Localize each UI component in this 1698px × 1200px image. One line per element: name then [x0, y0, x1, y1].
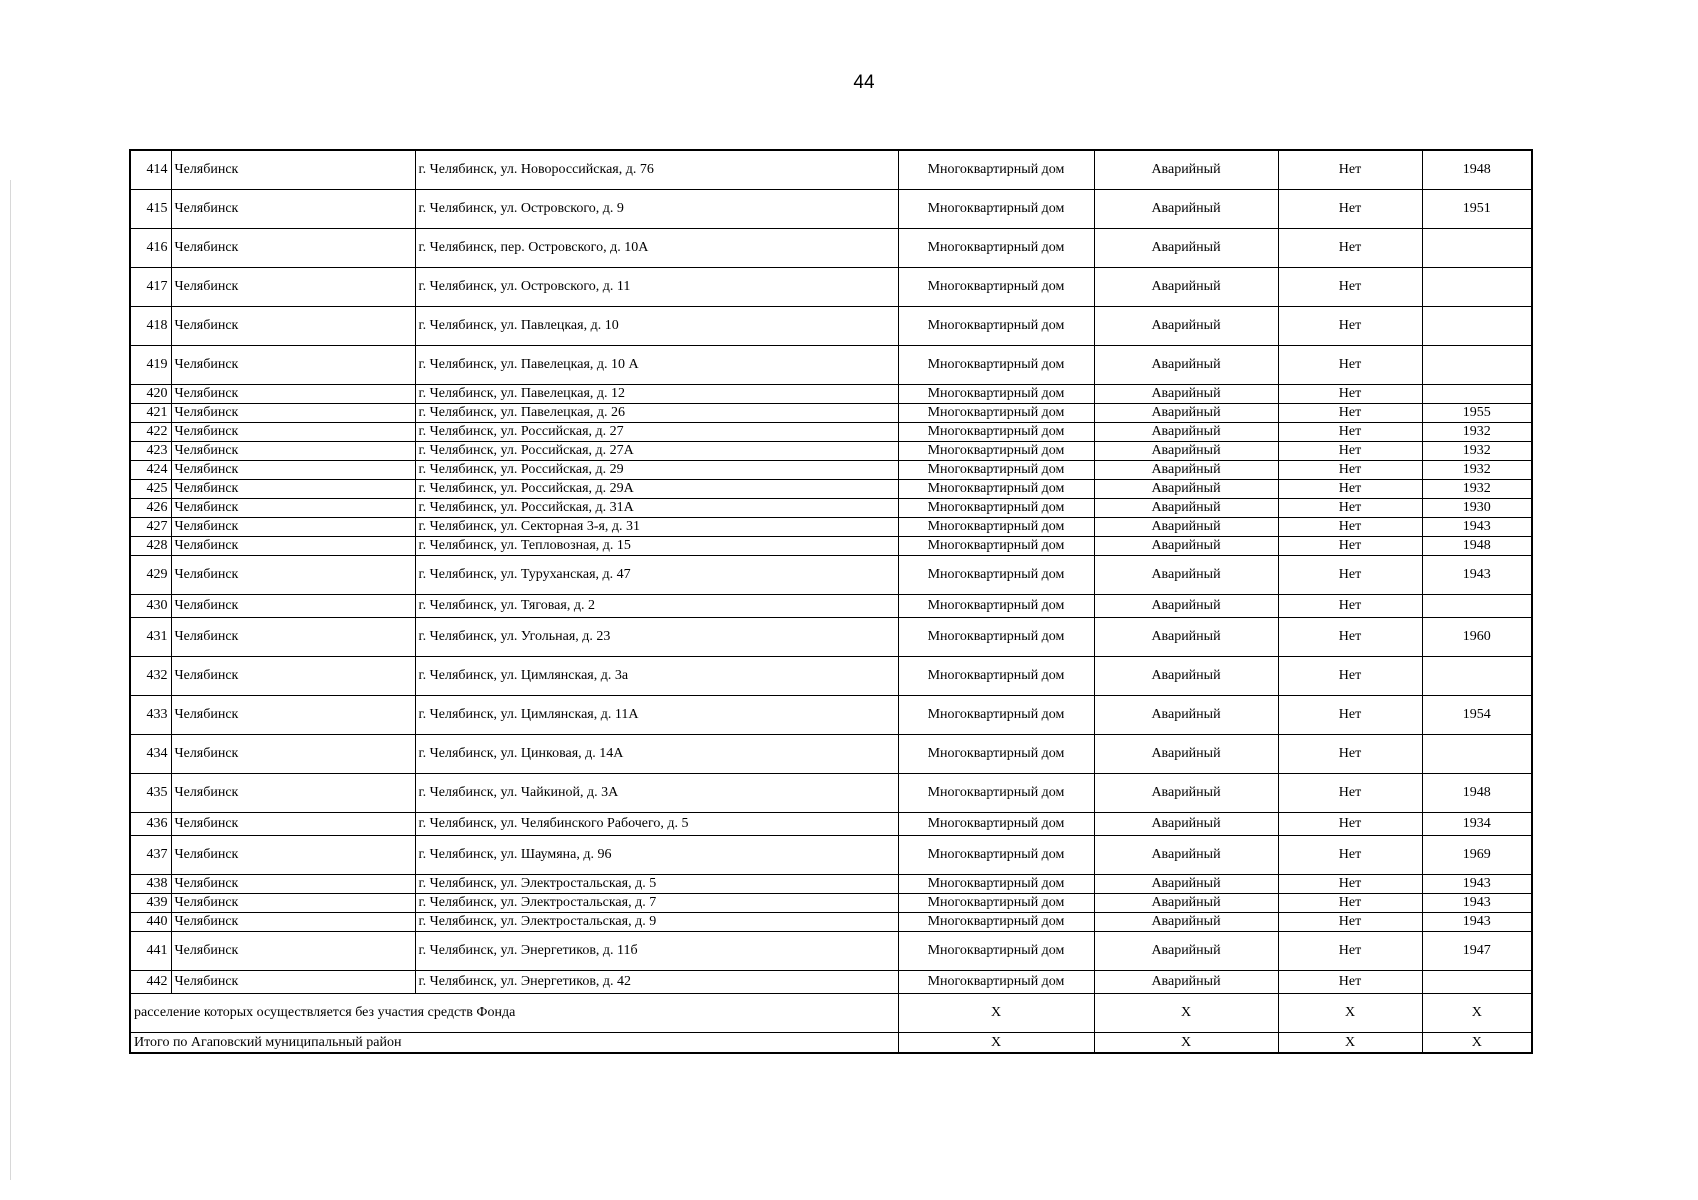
- flag-cell: Нет: [1278, 150, 1422, 190]
- summary-value-cell: Х: [1094, 994, 1278, 1033]
- building-type-cell: Многоквартирный дом: [898, 385, 1094, 404]
- year-cell: 1948: [1422, 774, 1532, 813]
- table-row: [130, 875, 1532, 894]
- flag-cell: Нет: [1278, 190, 1422, 229]
- flag-cell: Нет: [1278, 875, 1422, 894]
- city-cell: Челябинск: [171, 932, 415, 971]
- building-type-cell: Многоквартирный дом: [898, 774, 1094, 813]
- row-number: 424: [130, 461, 171, 480]
- row-number: 429: [130, 556, 171, 595]
- city-cell: Челябинск: [171, 499, 415, 518]
- address-cell: г. Челябинск, ул. Павелецкая, д. 26: [415, 404, 898, 423]
- address-cell: г. Челябинск, ул. Цимлянская, д. 11А: [415, 696, 898, 735]
- condition-status-cell: Аварийный: [1094, 229, 1278, 268]
- building-type-cell: Многоквартирный дом: [898, 537, 1094, 556]
- address-cell: г. Челябинск, ул. Цинковая, д. 14А: [415, 735, 898, 774]
- flag-cell: Нет: [1278, 461, 1422, 480]
- year-cell: 1943: [1422, 894, 1532, 913]
- address-cell: г. Челябинск, ул. Тепловозная, д. 15: [415, 537, 898, 556]
- row-number: 428: [130, 537, 171, 556]
- flag-cell: Нет: [1278, 537, 1422, 556]
- city-cell: Челябинск: [171, 774, 415, 813]
- table-row: [130, 595, 1532, 618]
- condition-status-cell: Аварийный: [1094, 423, 1278, 442]
- city-cell: Челябинск: [171, 657, 415, 696]
- city-cell: Челябинск: [171, 423, 415, 442]
- year-cell: [1422, 657, 1532, 696]
- flag-cell: Нет: [1278, 307, 1422, 346]
- year-cell: [1422, 595, 1532, 618]
- address-cell: г. Челябинск, ул. Энергетиков, д. 42: [415, 971, 898, 994]
- building-type-cell: Многоквартирный дом: [898, 461, 1094, 480]
- table-row: [130, 346, 1532, 385]
- row-number: 418: [130, 307, 171, 346]
- condition-status-cell: Аварийный: [1094, 556, 1278, 595]
- condition-status-cell: Аварийный: [1094, 190, 1278, 229]
- building-type-cell: Многоквартирный дом: [898, 518, 1094, 537]
- row-number: 417: [130, 268, 171, 307]
- row-number: 430: [130, 595, 171, 618]
- scan-edge-line: [10, 180, 11, 1180]
- table-row: [130, 423, 1532, 442]
- year-cell: 1960: [1422, 618, 1532, 657]
- city-cell: Челябинск: [171, 480, 415, 499]
- city-cell: Челябинск: [171, 875, 415, 894]
- city-cell: Челябинск: [171, 268, 415, 307]
- row-number: 422: [130, 423, 171, 442]
- building-type-cell: Многоквартирный дом: [898, 499, 1094, 518]
- building-type-cell: Многоквартирный дом: [898, 894, 1094, 913]
- condition-status-cell: Аварийный: [1094, 971, 1278, 994]
- table-row: [130, 268, 1532, 307]
- condition-status-cell: Аварийный: [1094, 268, 1278, 307]
- address-cell: г. Челябинск, ул. Тяговая, д. 2: [415, 595, 898, 618]
- year-cell: 1932: [1422, 461, 1532, 480]
- city-cell: Челябинск: [171, 894, 415, 913]
- address-cell: г. Челябинск, ул. Павелецкая, д. 12: [415, 385, 898, 404]
- condition-status-cell: Аварийный: [1094, 836, 1278, 875]
- address-cell: г. Челябинск, ул. Энергетиков, д. 11б: [415, 932, 898, 971]
- address-cell: г. Челябинск, ул. Островского, д. 11: [415, 268, 898, 307]
- condition-status-cell: Аварийный: [1094, 875, 1278, 894]
- year-cell: 1969: [1422, 836, 1532, 875]
- year-cell: 1951: [1422, 190, 1532, 229]
- city-cell: Челябинск: [171, 518, 415, 537]
- year-cell: [1422, 307, 1532, 346]
- condition-status-cell: Аварийный: [1094, 480, 1278, 499]
- table-row: [130, 894, 1532, 913]
- table-body: [130, 150, 1532, 1053]
- table-row: [130, 836, 1532, 875]
- table-row: [130, 932, 1532, 971]
- address-cell: г. Челябинск, ул. Новороссийская, д. 76: [415, 150, 898, 190]
- year-cell: 1948: [1422, 150, 1532, 190]
- year-cell: [1422, 346, 1532, 385]
- condition-status-cell: Аварийный: [1094, 932, 1278, 971]
- building-type-cell: Многоквартирный дом: [898, 229, 1094, 268]
- address-cell: г. Челябинск, ул. Российская, д. 29: [415, 461, 898, 480]
- condition-status-cell: Аварийный: [1094, 518, 1278, 537]
- building-type-cell: Многоквартирный дом: [898, 696, 1094, 735]
- summary-value-cell: Х: [1278, 994, 1422, 1033]
- year-cell: 1954: [1422, 696, 1532, 735]
- city-cell: Челябинск: [171, 442, 415, 461]
- building-type-cell: Многоквартирный дом: [898, 971, 1094, 994]
- flag-cell: Нет: [1278, 556, 1422, 595]
- row-number: 423: [130, 442, 171, 461]
- year-cell: [1422, 971, 1532, 994]
- condition-status-cell: Аварийный: [1094, 696, 1278, 735]
- row-number: 431: [130, 618, 171, 657]
- flag-cell: Нет: [1278, 518, 1422, 537]
- building-type-cell: Многоквартирный дом: [898, 875, 1094, 894]
- year-cell: 1943: [1422, 518, 1532, 537]
- city-cell: Челябинск: [171, 229, 415, 268]
- condition-status-cell: Аварийный: [1094, 774, 1278, 813]
- address-cell: г. Челябинск, ул. Павелецкая, д. 10 А: [415, 346, 898, 385]
- condition-status-cell: Аварийный: [1094, 461, 1278, 480]
- city-cell: Челябинск: [171, 836, 415, 875]
- address-cell: г. Челябинск, ул. Секторная 3-я, д. 31: [415, 518, 898, 537]
- table-row: [130, 774, 1532, 813]
- flag-cell: Нет: [1278, 657, 1422, 696]
- flag-cell: Нет: [1278, 836, 1422, 875]
- address-cell: г. Челябинск, ул. Челябинского Рабочего, д. 5: [415, 813, 898, 836]
- address-cell: г. Челябинск, ул. Цимлянская, д. 3а: [415, 657, 898, 696]
- flag-cell: Нет: [1278, 404, 1422, 423]
- year-cell: 1943: [1422, 913, 1532, 932]
- flag-cell: Нет: [1278, 423, 1422, 442]
- year-cell: 1932: [1422, 423, 1532, 442]
- row-number: 435: [130, 774, 171, 813]
- year-cell: 1930: [1422, 499, 1532, 518]
- summary-row: [130, 994, 1532, 1033]
- building-type-cell: Многоквартирный дом: [898, 657, 1094, 696]
- address-cell: г. Челябинск, ул. Электростальская, д. 5: [415, 875, 898, 894]
- flag-cell: Нет: [1278, 735, 1422, 774]
- condition-status-cell: Аварийный: [1094, 894, 1278, 913]
- table-row: [130, 618, 1532, 657]
- flag-cell: Нет: [1278, 229, 1422, 268]
- year-cell: 1943: [1422, 556, 1532, 595]
- condition-status-cell: Аварийный: [1094, 913, 1278, 932]
- address-cell: г. Челябинск, ул. Российская, д. 27: [415, 423, 898, 442]
- flag-cell: Нет: [1278, 774, 1422, 813]
- table-row: [130, 813, 1532, 836]
- table-row: [130, 442, 1532, 461]
- year-cell: [1422, 268, 1532, 307]
- table-row: [130, 657, 1532, 696]
- flag-cell: Нет: [1278, 813, 1422, 836]
- table-row: [130, 913, 1532, 932]
- condition-status-cell: Аварийный: [1094, 442, 1278, 461]
- building-type-cell: Многоквартирный дом: [898, 595, 1094, 618]
- building-type-cell: Многоквартирный дом: [898, 556, 1094, 595]
- condition-status-cell: Аварийный: [1094, 618, 1278, 657]
- table-row: [130, 735, 1532, 774]
- flag-cell: Нет: [1278, 346, 1422, 385]
- building-type-cell: Многоквартирный дом: [898, 150, 1094, 190]
- building-type-cell: Многоквартирный дом: [898, 813, 1094, 836]
- flag-cell: Нет: [1278, 480, 1422, 499]
- year-cell: 1932: [1422, 480, 1532, 499]
- address-cell: г. Челябинск, ул. Туруханская, д. 47: [415, 556, 898, 595]
- row-number: 437: [130, 836, 171, 875]
- table-row: [130, 229, 1532, 268]
- condition-status-cell: Аварийный: [1094, 657, 1278, 696]
- row-number: 419: [130, 346, 171, 385]
- building-type-cell: Многоквартирный дом: [898, 346, 1094, 385]
- page-number: 44: [853, 72, 875, 93]
- row-number: 438: [130, 875, 171, 894]
- summary-value-cell: Х: [1094, 1033, 1278, 1054]
- building-type-cell: Многоквартирный дом: [898, 735, 1094, 774]
- flag-cell: Нет: [1278, 932, 1422, 971]
- row-number: 432: [130, 657, 171, 696]
- summary-value-cell: Х: [1422, 1033, 1532, 1054]
- building-type-cell: Многоквартирный дом: [898, 618, 1094, 657]
- flag-cell: Нет: [1278, 385, 1422, 404]
- city-cell: Челябинск: [171, 913, 415, 932]
- condition-status-cell: Аварийный: [1094, 499, 1278, 518]
- summary-value-cell: Х: [1278, 1033, 1422, 1054]
- flag-cell: Нет: [1278, 971, 1422, 994]
- city-cell: Челябинск: [171, 618, 415, 657]
- row-number: 426: [130, 499, 171, 518]
- flag-cell: Нет: [1278, 499, 1422, 518]
- city-cell: Челябинск: [171, 971, 415, 994]
- flag-cell: Нет: [1278, 595, 1422, 618]
- building-type-cell: Многоквартирный дом: [898, 442, 1094, 461]
- city-cell: Челябинск: [171, 696, 415, 735]
- table-row: [130, 537, 1532, 556]
- row-number: 421: [130, 404, 171, 423]
- year-cell: 1955: [1422, 404, 1532, 423]
- table-row: [130, 150, 1532, 190]
- row-number: 420: [130, 385, 171, 404]
- condition-status-cell: Аварийный: [1094, 385, 1278, 404]
- flag-cell: Нет: [1278, 442, 1422, 461]
- city-cell: Челябинск: [171, 537, 415, 556]
- city-cell: Челябинск: [171, 735, 415, 774]
- row-number: 414: [130, 150, 171, 190]
- row-number: 415: [130, 190, 171, 229]
- address-cell: г. Челябинск, ул. Российская, д. 31А: [415, 499, 898, 518]
- condition-status-cell: Аварийный: [1094, 346, 1278, 385]
- condition-status-cell: Аварийный: [1094, 150, 1278, 190]
- city-cell: Челябинск: [171, 813, 415, 836]
- building-type-cell: Многоквартирный дом: [898, 307, 1094, 346]
- row-number: 440: [130, 913, 171, 932]
- flag-cell: Нет: [1278, 696, 1422, 735]
- building-type-cell: Многоквартирный дом: [898, 836, 1094, 875]
- condition-status-cell: Аварийный: [1094, 404, 1278, 423]
- table-row: [130, 190, 1532, 229]
- address-cell: г. Челябинск, ул. Угольная, д. 23: [415, 618, 898, 657]
- year-cell: 1947: [1422, 932, 1532, 971]
- address-cell: г. Челябинск, ул. Островского, д. 9: [415, 190, 898, 229]
- row-number: 416: [130, 229, 171, 268]
- year-cell: 1932: [1422, 442, 1532, 461]
- city-cell: Челябинск: [171, 404, 415, 423]
- flag-cell: Нет: [1278, 268, 1422, 307]
- year-cell: [1422, 735, 1532, 774]
- table-row: [130, 461, 1532, 480]
- table-row: [130, 696, 1532, 735]
- city-cell: Челябинск: [171, 190, 415, 229]
- city-cell: Челябинск: [171, 461, 415, 480]
- row-number: 425: [130, 480, 171, 499]
- row-number: 433: [130, 696, 171, 735]
- table-row: [130, 556, 1532, 595]
- year-cell: [1422, 229, 1532, 268]
- condition-status-cell: Аварийный: [1094, 735, 1278, 774]
- year-cell: [1422, 385, 1532, 404]
- table-row: [130, 480, 1532, 499]
- city-cell: Челябинск: [171, 556, 415, 595]
- housing-register-table: [129, 149, 1533, 1054]
- address-cell: г. Челябинск, ул. Электростальская, д. 9: [415, 913, 898, 932]
- address-cell: г. Челябинск, ул. Российская, д. 27А: [415, 442, 898, 461]
- year-cell: 1934: [1422, 813, 1532, 836]
- address-cell: г. Челябинск, ул. Павлецкая, д. 10: [415, 307, 898, 346]
- condition-status-cell: Аварийный: [1094, 595, 1278, 618]
- table-row: [130, 404, 1532, 423]
- building-type-cell: Многоквартирный дом: [898, 913, 1094, 932]
- building-type-cell: Многоквартирный дом: [898, 190, 1094, 229]
- city-cell: Челябинск: [171, 385, 415, 404]
- table-row: [130, 385, 1532, 404]
- address-cell: г. Челябинск, ул. Электростальская, д. 7: [415, 894, 898, 913]
- row-number: 439: [130, 894, 171, 913]
- row-number: 436: [130, 813, 171, 836]
- condition-status-cell: Аварийный: [1094, 537, 1278, 556]
- summary-value-cell: Х: [1422, 994, 1532, 1033]
- summary-label: Итого по Агаповский муниципальный район: [130, 1033, 898, 1054]
- row-number: 441: [130, 932, 171, 971]
- summary-label: расселение которых осуществляется без участия средств Фонда: [130, 994, 898, 1033]
- table-row: [130, 499, 1532, 518]
- city-cell: Челябинск: [171, 346, 415, 385]
- year-cell: 1943: [1422, 875, 1532, 894]
- building-type-cell: Многоквартирный дом: [898, 480, 1094, 499]
- row-number: 434: [130, 735, 171, 774]
- condition-status-cell: Аварийный: [1094, 813, 1278, 836]
- flag-cell: Нет: [1278, 913, 1422, 932]
- address-cell: г. Челябинск, пер. Островского, д. 10А: [415, 229, 898, 268]
- building-type-cell: Многоквартирный дом: [898, 932, 1094, 971]
- summary-row: [130, 1033, 1532, 1054]
- address-cell: г. Челябинск, ул. Шаумяна, д. 96: [415, 836, 898, 875]
- condition-status-cell: Аварийный: [1094, 307, 1278, 346]
- year-cell: 1948: [1422, 537, 1532, 556]
- building-type-cell: Многоквартирный дом: [898, 404, 1094, 423]
- table-row: [130, 307, 1532, 346]
- address-cell: г. Челябинск, ул. Чайкиной, д. 3А: [415, 774, 898, 813]
- address-cell: г. Челябинск, ул. Российская, д. 29А: [415, 480, 898, 499]
- city-cell: Челябинск: [171, 595, 415, 618]
- table-row: [130, 971, 1532, 994]
- summary-value-cell: Х: [898, 994, 1094, 1033]
- city-cell: Челябинск: [171, 307, 415, 346]
- flag-cell: Нет: [1278, 894, 1422, 913]
- building-type-cell: Многоквартирный дом: [898, 423, 1094, 442]
- flag-cell: Нет: [1278, 618, 1422, 657]
- row-number: 442: [130, 971, 171, 994]
- row-number: 427: [130, 518, 171, 537]
- city-cell: Челябинск: [171, 150, 415, 190]
- table-row: [130, 518, 1532, 537]
- summary-value-cell: Х: [898, 1033, 1094, 1054]
- building-type-cell: Многоквартирный дом: [898, 268, 1094, 307]
